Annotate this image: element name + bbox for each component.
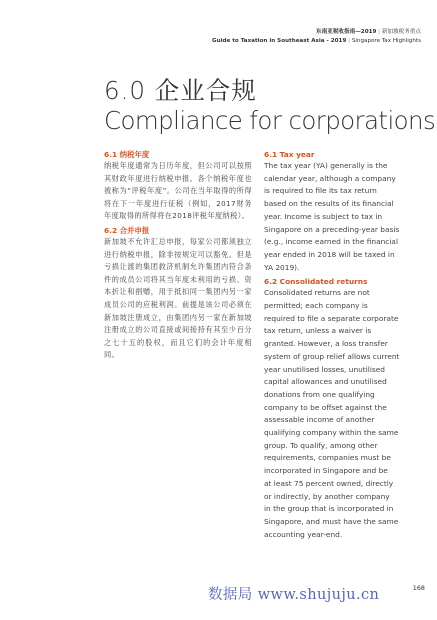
header-guide-title-en: Guide to Taxation in Southeast Asia - 2019 [212,38,347,44]
header-subtitle-en: Singapore Tax Highlights [351,38,421,44]
page-title [104,76,435,136]
section-body-tax-year-zh: 纳税年度通常为日历年度，但公司可以按照其财政年度进行纳税申报。各个纳税年度也被称为“评税年度”。公司在当年取得的所得将在下一年度进行征税（例如，2017财务年度取得的所得将在2018评税年度纳税）。 [104,161,252,221]
page-title-en: Compliance for corporations [104,106,436,135]
header-line-1 [212,28,421,37]
section-body-consolidated-zh: 新加坡不允许汇总申报，每家公司都须独立进行纳税申报，除非按规定可以豁免。但是亏损让渡的集团救济机制允许集团内符合条件的成员公司将其当年度未利用的亏损、资本折让和捐赠，用于抵扣同一集团内另一家成员公司的应税利润。前提是该公司必须在新加坡注册成立，由集团内另一家在新加坡注册成立的公司直接或间接持有其至少百分之七十五的股权，而且它们的会计年度相同。 [104,236,252,360]
header-separator: | [348,38,351,44]
section-title-tax-year-zh: 6.1 纳税年度 [104,150,150,159]
header-separator: | [378,29,381,35]
section-title-tax-year-en: 6.1 Tax year [264,150,315,159]
page-title-zh: 6.0 企业合规 [104,76,257,105]
chinese-column [104,150,252,365]
watermark: 数据局 www.shujuju.cn [208,587,380,603]
section-title-consolidated-zh: 6.2 合并申报 [104,225,150,235]
header-guide-title-zh: 东南亚税收指南—2019 [316,29,377,35]
section-body-tax-year-en: The tax year (YA) generally is the calendar year, although a company is required to file its tax return based on the results of its financial year. Income is subject to tax in Singapore on a preceding-year basis (e.g., income earned in the financial year ended in 2018 will be taxed in YA 2019). [264,161,400,272]
section-body-consolidated-en: Consolidated returns are not permitted; each company is required to file a separate corporate tax return, unless a waiver is granted. However, a loss transfer system of group relief allows current year unutilised losses, unutilised capital allowances and unutilised donations from one qualifying company to be offset against the assessable income of another qualifying company within the same group. To qualify, among other requirements, companies must be incorporated in Singapore and be at least 75 percent owned, directly or indirectly, by another company in the group that is incorporated in Singapore, and must have the same accounting year-end. [264,288,400,539]
header-subtitle-zh: 新加坡税务重点 [381,29,421,35]
header-line-2 [212,37,421,46]
english-column [264,150,416,544]
running-header [212,28,421,46]
page-number: 168 [412,584,425,592]
section-title-consolidated-en: 6.2 Consolidated returns [264,277,368,287]
